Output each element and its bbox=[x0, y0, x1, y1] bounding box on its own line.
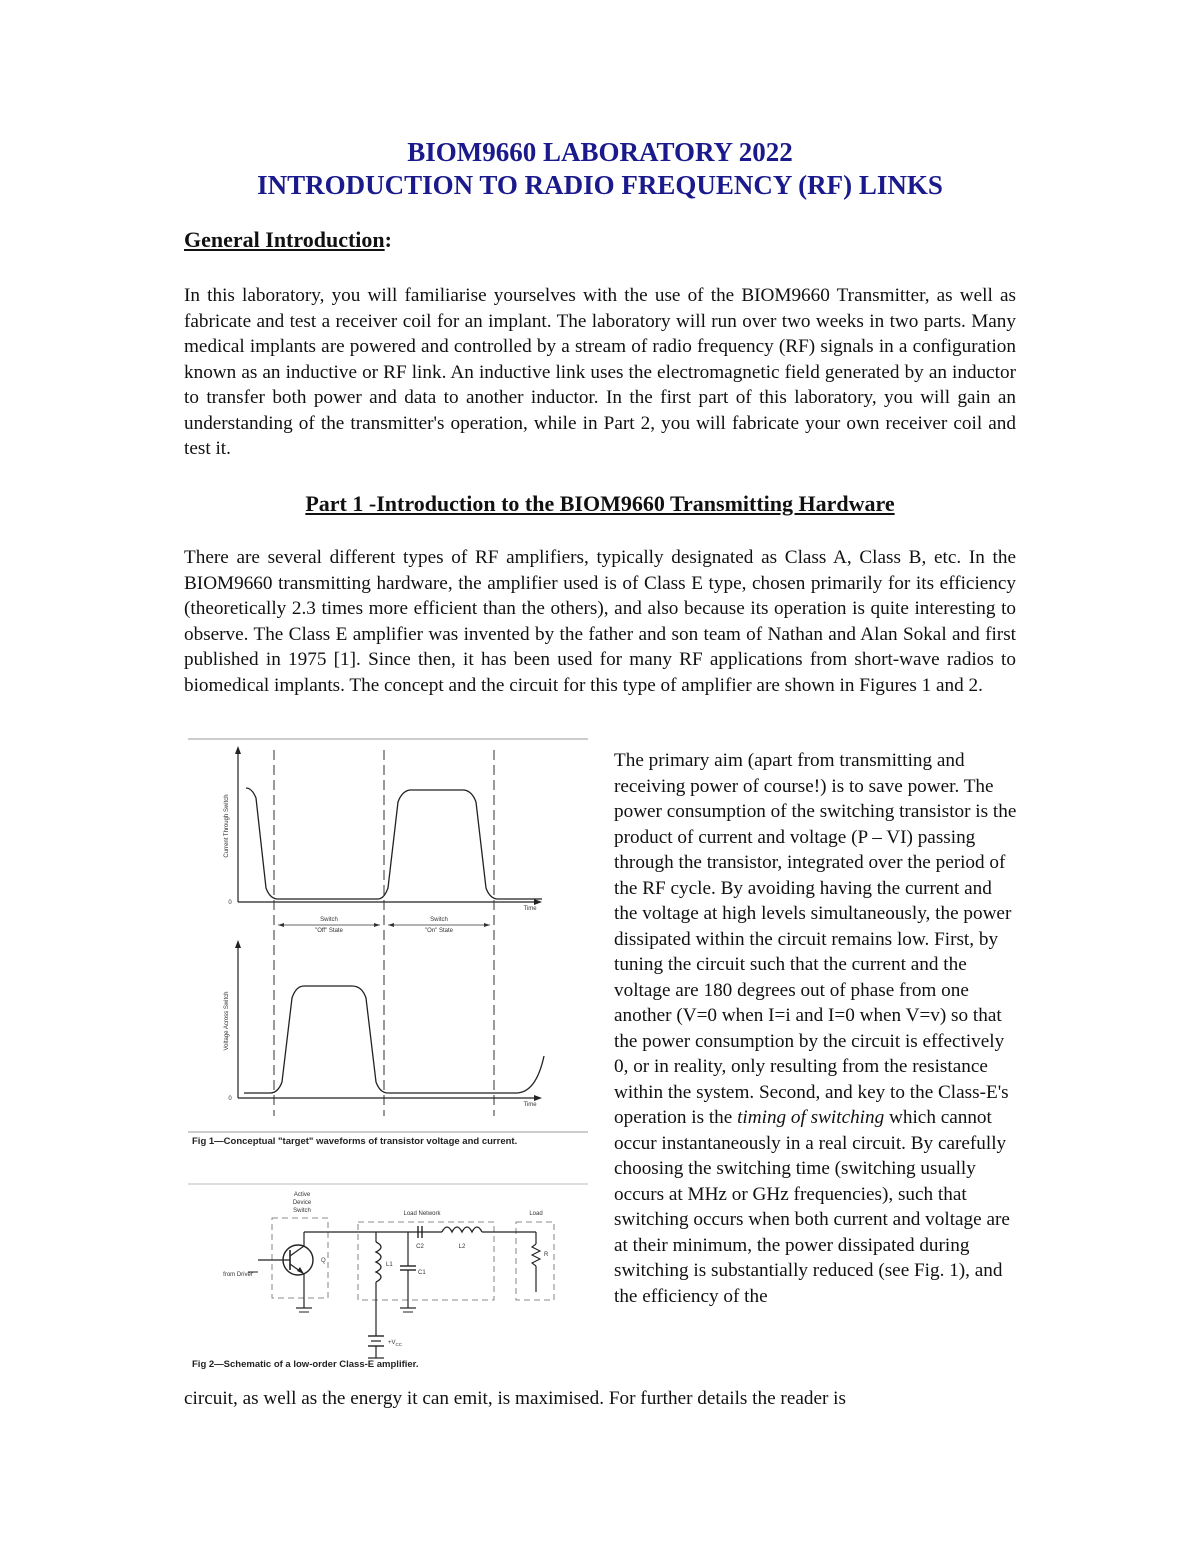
fig2-q-label: Q bbox=[321, 1258, 326, 1264]
fig1-bottom-x-arrow bbox=[534, 1095, 542, 1101]
fig1-on-arrow-r bbox=[484, 923, 490, 927]
fig2-active-2: Device bbox=[292, 1200, 312, 1206]
fig1-off-label-2: "Off" State bbox=[315, 928, 343, 934]
fig2-l2-coil bbox=[442, 1227, 482, 1232]
fig1-top-y-arrow bbox=[235, 746, 241, 754]
figures-column bbox=[186, 736, 590, 1386]
fig1-voltage-waveform bbox=[244, 986, 544, 1093]
continuation-line: circuit, as well as the energy it can emit, is maximised. For further details the reader is bbox=[184, 1388, 846, 1409]
general-introduction-heading bbox=[184, 227, 392, 253]
fig1-current-waveform bbox=[246, 788, 542, 899]
side-text-b: which cannot occur instantaneously in a real circuit. By carefully choosing the switching time (switching usually occurs at MHz or GHz frequencies), such that switching occurs when both current and voltage are at their minimum, the power dissipated during switching is substantially reduced (see Fig. 1), and the efficiency of the bbox=[614, 1107, 1010, 1307]
side-text-a: The primary aim (apart from transmitting and receiving power of course!) is to save power. The power consumption of the switching transistor is the product of current and voltage (P – VI) passing through the transistor, integrated over the period of the RF cycle. By avoiding having the current and the voltage at high levels simultaneously, the power dissipated within the circuit remains low. First, by tuning the circuit such that the current and the voltage are 180 degrees out of phase from one another (V=0 when I=i and I=0 when V=v) so that the power consumption by the circuit is effectively 0, or in reality, only resulting from the resistance within the system. Second, and key to the Class-E's operation is the bbox=[614, 750, 1017, 1128]
fig2-l1-label: L1 bbox=[386, 1262, 393, 1268]
fig2-l2-label: L2 bbox=[458, 1244, 466, 1250]
fig1-top-time: Time bbox=[523, 906, 537, 912]
fig1-top-zero: 0 bbox=[228, 900, 232, 906]
fig1-on-label-1: Switch bbox=[430, 917, 448, 923]
part1-paragraph: There are several different types of RF amplifiers, typically designated as Class A, Class B, etc. In the BIOM9660 transmitting hardware, the amplifier used is of Class E type, chosen primarily for its efficiency (theoretically 2.3 times more efficient than the others), and also because its operation is quite interesting to observe. The Class E amplifier was invented by the father and son team of Nathan and Alan Sokal and first published in 1975 [1]. Since then, it has been used for many RF applications from short-wave radios to biomedical implants. The concept and the circuit for this type of amplifier are shown in Figures 1 and 2. bbox=[184, 547, 1016, 696]
fig1-top-x-arrow bbox=[534, 899, 542, 905]
title-line-1: BIOM9660 LABORATORY 2022 bbox=[407, 137, 793, 167]
fig1-off-arrow-l bbox=[278, 923, 284, 927]
fig1-off-arrow-r bbox=[374, 923, 380, 927]
fig2-l1-coil bbox=[376, 1242, 381, 1282]
fig1-top-ylabel: Current Through Switch bbox=[224, 794, 230, 858]
fig1-caption: Fig 1—Conceptual "target" waveforms of transistor voltage and current. bbox=[192, 1136, 518, 1147]
general-introduction-paragraph: In this laboratory, you will familiarise yourselves with the use of the BIOM9660 Transmitter, as well as fabricate and test a receiver coil for an implant. The laboratory will run over two weeks in two parts. Many medical implants are powered and controlled by a stream of radio frequency (RF) signals in a configuration known as an inductive or RF link. An inductive link uses the electromagnetic field generated by an inductor to transfer both power and data to another inductor. In the first part of this laboratory, you will gain an understanding of the transmitter's operation, while in Part 2, you will fabricate your own receiver coil and test it. bbox=[184, 285, 1016, 459]
general-heading-text: General Introduction bbox=[184, 227, 385, 252]
part1-heading: Part 1 -Introduction to the BIOM9660 Transmitting Hardware bbox=[305, 491, 895, 516]
fig1-bottom-y-arrow bbox=[235, 940, 241, 948]
title-line-2: INTRODUCTION TO RADIO FREQUENCY (RF) LINKS bbox=[257, 170, 943, 200]
fig2-active-1: Active bbox=[293, 1192, 311, 1198]
fig1-bottom-time: Time bbox=[523, 1102, 537, 1108]
fig2-load: Load bbox=[529, 1211, 543, 1217]
fig2-vcc-label: $+V_{CC}$ bbox=[388, 1340, 403, 1347]
fig2-from-driver: from Driver bbox=[223, 1272, 253, 1278]
fig2-r-label: R bbox=[544, 1252, 549, 1258]
fig2-resistor bbox=[532, 1244, 540, 1266]
fig2-active-3: Switch bbox=[293, 1208, 311, 1214]
fig1-on-label-2: "On" State bbox=[425, 928, 453, 934]
figure-graphics bbox=[186, 736, 590, 1386]
fig1-off-label-1: Switch bbox=[320, 917, 338, 923]
fig2-switch-box bbox=[272, 1218, 328, 1298]
fig2-load-network: Load Network bbox=[403, 1211, 441, 1217]
fig2-c1-label: C1 bbox=[418, 1270, 426, 1276]
fig1-on-arrow-l bbox=[388, 923, 394, 927]
side-paragraph bbox=[614, 748, 1018, 1309]
general-heading-colon: : bbox=[384, 227, 392, 252]
fig2-caption: Fig 2—Schematic of a low-order Class-E amplifier. bbox=[192, 1359, 419, 1370]
fig2-c2-label: C2 bbox=[416, 1244, 424, 1250]
fig1-bottom-ylabel: Voltage Across Switch bbox=[224, 991, 230, 1051]
fig1-bottom-zero: 0 bbox=[228, 1096, 232, 1102]
side-text-italic: timing of switching bbox=[737, 1107, 885, 1128]
